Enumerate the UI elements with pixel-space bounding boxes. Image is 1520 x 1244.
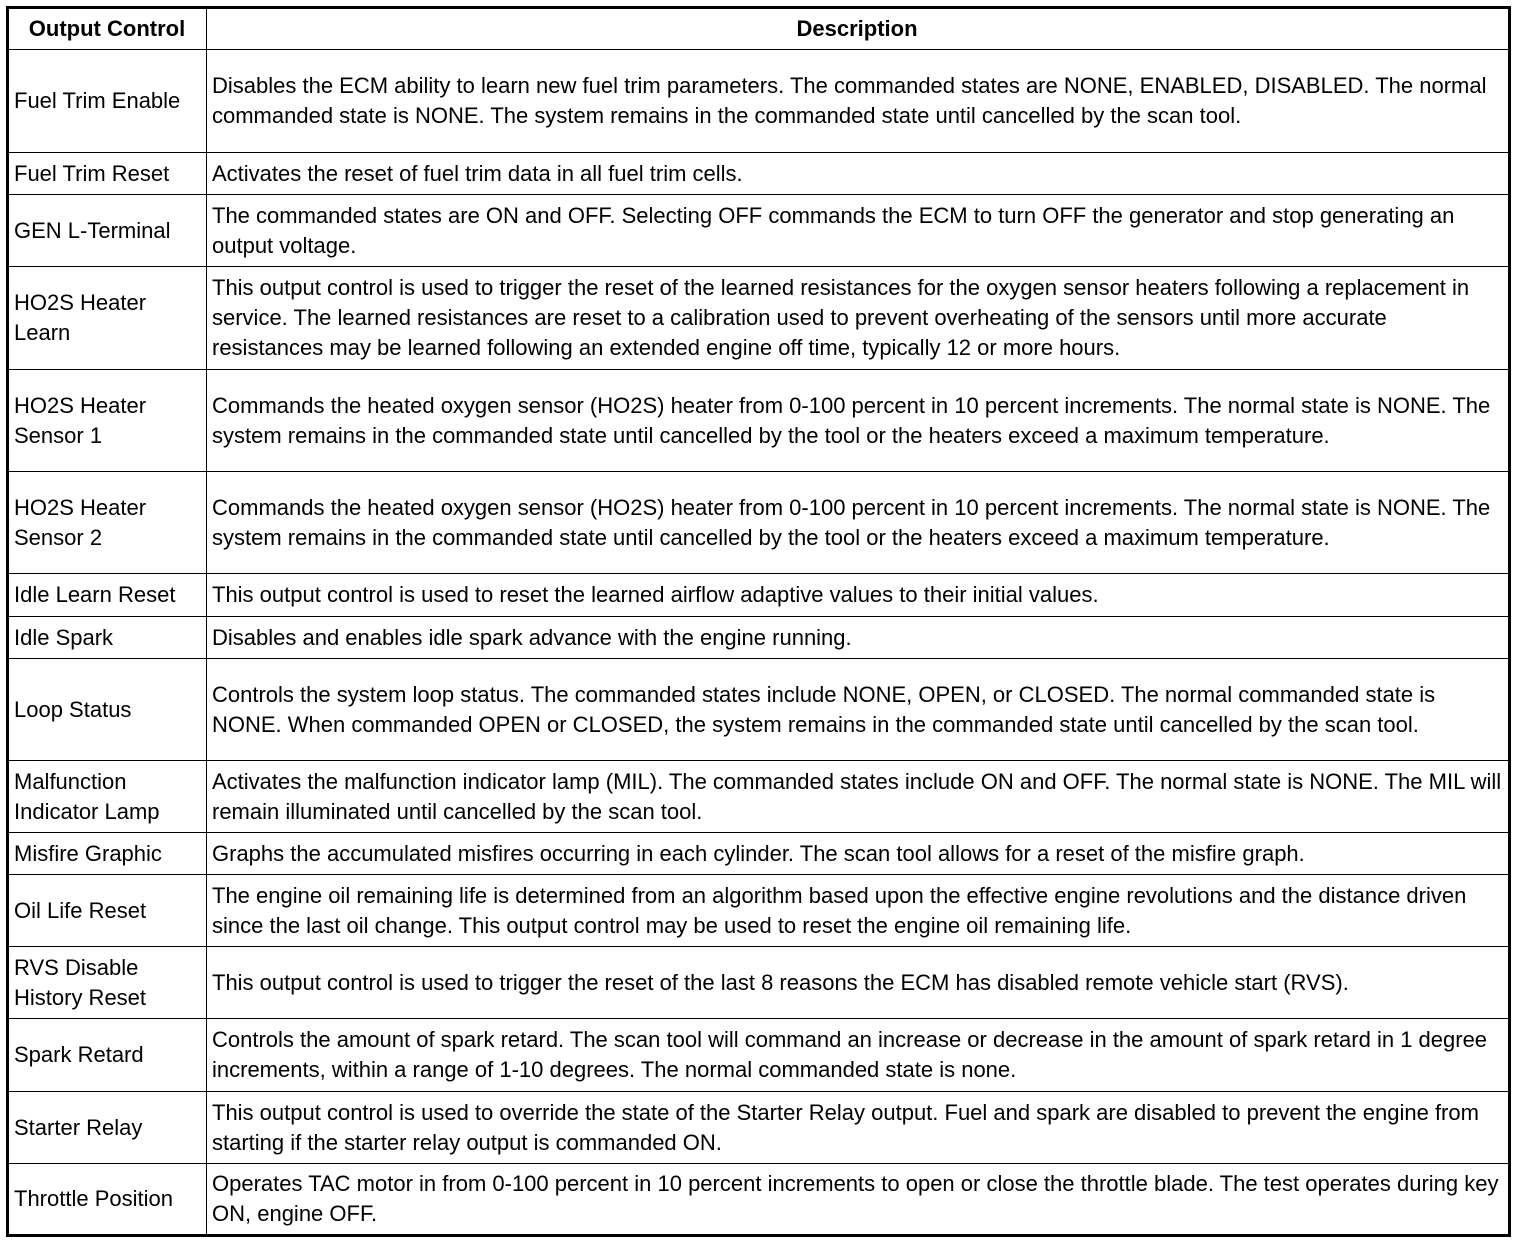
table-row bbox=[8, 267, 1510, 370]
header-row bbox=[8, 8, 1510, 50]
output-control-cell: Loop Status bbox=[8, 659, 207, 761]
output-control-cell: Idle Learn Reset bbox=[8, 574, 207, 617]
table-row bbox=[8, 153, 1510, 195]
description-cell: Disables the ECM ability to learn new fuel trim parameters. The commanded states are NONE, ENABLED, DISABLED. The normal commanded state is NONE. The system remains in the commanded state until cancelled by the scan tool. bbox=[207, 50, 1510, 153]
output-control-cell: Oil Life Reset bbox=[8, 875, 207, 947]
output-control-cell: Fuel Trim Enable bbox=[8, 50, 207, 153]
description-cell: Activates the malfunction indicator lamp (MIL). The commanded states include ON and OFF. The normal state is NONE. The MIL will remain illuminated until cancelled by the scan tool. bbox=[207, 761, 1510, 833]
table-row bbox=[8, 1164, 1510, 1236]
output-control-cell: RVS Disable History Reset bbox=[8, 947, 207, 1019]
description-cell: Controls the system loop status. The commanded states include NONE, OPEN, or CLOSED. The normal commanded state is NONE. When commanded OPEN or CLOSED, the system remains in the commanded state until cancelled by the scan tool. bbox=[207, 659, 1510, 761]
description-cell: Controls the amount of spark retard. The scan tool will command an increase or decrease in the amount of spark retard in 1 degree increments, within a range of 1-10 degrees. The normal commanded state is none. bbox=[207, 1019, 1510, 1092]
output-control-cell: Throttle Position bbox=[8, 1164, 207, 1236]
output-control-cell: Starter Relay bbox=[8, 1092, 207, 1164]
output-control-table bbox=[6, 6, 1511, 1237]
description-cell: This output control is used to override the state of the Starter Relay output. Fuel and spark are disabled to prevent the engine from starting if the starter relay output is commanded ON. bbox=[207, 1092, 1510, 1164]
table-row bbox=[8, 761, 1510, 833]
description-cell: Commands the heated oxygen sensor (HO2S) heater from 0-100 percent in 10 percent increments. The normal state is NONE. The system remains in the commanded state until cancelled by the tool or the heaters exceed a maximum temperature. bbox=[207, 472, 1510, 574]
description-cell: This output control is used to reset the learned airflow adaptive values to their initial values. bbox=[207, 574, 1510, 617]
table-row bbox=[8, 574, 1510, 617]
table-row bbox=[8, 50, 1510, 153]
description-cell: Disables and enables idle spark advance with the engine running. bbox=[207, 617, 1510, 659]
output-control-cell: HO2S Heater Learn bbox=[8, 267, 207, 370]
output-control-cell: Idle Spark bbox=[8, 617, 207, 659]
description-cell: This output control is used to trigger the reset of the last 8 reasons the ECM has disabled remote vehicle start (RVS). bbox=[207, 947, 1510, 1019]
description-cell: The commanded states are ON and OFF. Selecting OFF commands the ECM to turn OFF the generator and stop generating an output voltage. bbox=[207, 195, 1510, 267]
output-control-cell: Misfire Graphic bbox=[8, 833, 207, 875]
output-control-cell: HO2S Heater Sensor 2 bbox=[8, 472, 207, 574]
output-control-cell: Fuel Trim Reset bbox=[8, 153, 207, 195]
table-row bbox=[8, 617, 1510, 659]
output-control-cell: HO2S Heater Sensor 1 bbox=[8, 370, 207, 472]
description-cell: The engine oil remaining life is determined from an algorithm based upon the effective engine revolutions and the distance driven since the last oil change. This output control may be used to reset the engine oil remaining life. bbox=[207, 875, 1510, 947]
table-row bbox=[8, 195, 1510, 267]
description-cell: This output control is used to trigger the reset of the learned resistances for the oxygen sensor heaters following a replacement in service. The learned resistances are reset to a calibration used to prevent overheating of the sensors until more accurate resistances may be learned following an extended engine off time, typically 12 or more hours. bbox=[207, 267, 1510, 370]
table-row bbox=[8, 947, 1510, 1019]
output-control-cell: Malfunction Indicator Lamp bbox=[8, 761, 207, 833]
table-row bbox=[8, 370, 1510, 472]
output-control-cell: Spark Retard bbox=[8, 1019, 207, 1092]
header-output-control: Output Control bbox=[8, 8, 207, 50]
table-row bbox=[8, 875, 1510, 947]
description-cell: Commands the heated oxygen sensor (HO2S) heater from 0-100 percent in 10 percent increments. The normal state is NONE. The system remains in the commanded state until cancelled by the tool or the heaters exceed a maximum temperature. bbox=[207, 370, 1510, 472]
table-row bbox=[8, 833, 1510, 875]
description-cell: Operates TAC motor in from 0-100 percent in 10 percent increments to open or close the throttle blade. The test operates during key ON, engine OFF. bbox=[207, 1164, 1510, 1236]
table-row bbox=[8, 1092, 1510, 1164]
table-row bbox=[8, 659, 1510, 761]
table-row bbox=[8, 472, 1510, 574]
output-control-cell: GEN L-Terminal bbox=[8, 195, 207, 267]
header-description: Description bbox=[207, 8, 1510, 50]
description-cell: Activates the reset of fuel trim data in all fuel trim cells. bbox=[207, 153, 1510, 195]
table-row bbox=[8, 1019, 1510, 1092]
description-cell: Graphs the accumulated misfires occurring in each cylinder. The scan tool allows for a reset of the misfire graph. bbox=[207, 833, 1510, 875]
